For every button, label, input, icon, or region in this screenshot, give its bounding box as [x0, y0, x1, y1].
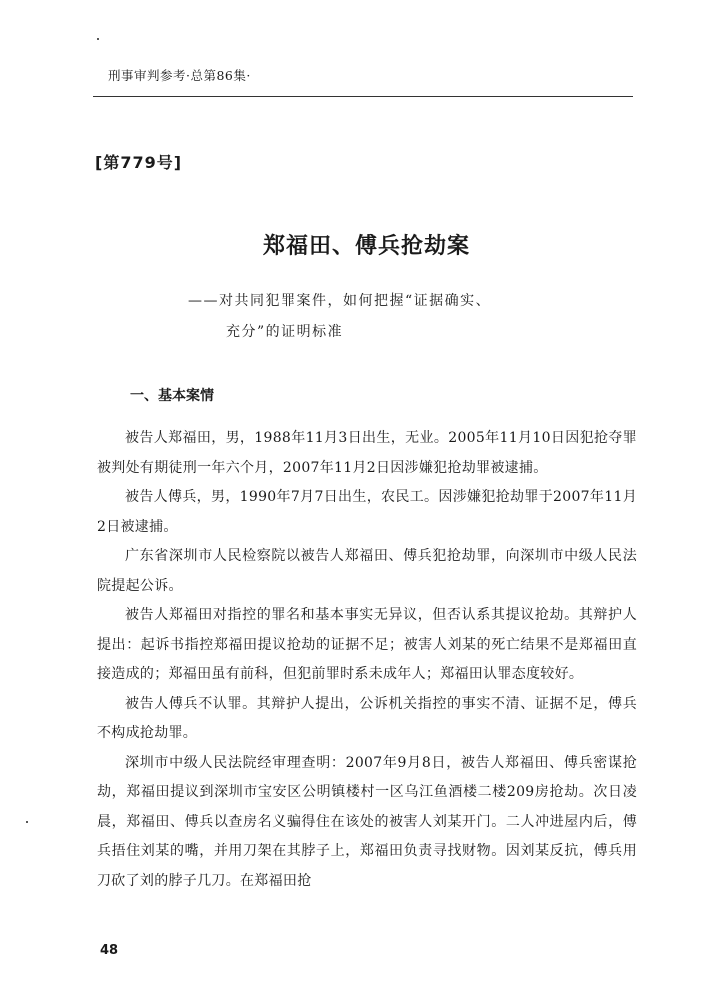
page-number: 48 [100, 943, 119, 958]
paragraph: 广东省深圳市人民检察院以被告人郑福田、傅兵犯抢劫罪，向深圳市中级人民法院提起公诉。 [97, 548, 637, 594]
body-text [97, 424, 637, 896]
scan-speck [97, 38, 99, 40]
section-heading: 一、基本案情 [130, 388, 214, 404]
case-subtitle [188, 286, 588, 348]
header-rule [93, 96, 633, 97]
subtitle-line-2: 充分”的证明标准 [226, 324, 344, 340]
scan-speck [26, 821, 28, 823]
running-head: 刑事审判参考·总第86集· [108, 68, 251, 83]
paragraph: 被告人郑福田对指控的罪名和基本事实无异议，但否认系其提议抢劫。其辩护人提出：起诉书指控郑福田提议抢劫的证据不足；被害人刘某的死亡结果不是郑福田直接造成的；郑福田虽有前科，但犯前罪时系未成年人；郑福田认罪态度较好。 [97, 607, 637, 682]
paragraph: 被告人傅兵，男，1990年7月7日出生，农民工。因涉嫌犯抢劫罪于2007年11月2日被逮捕。 [97, 489, 637, 535]
subtitle-line-1: ——对共同犯罪案件，如何把握“证据确实、 [188, 293, 492, 309]
paragraph: 被告人傅兵不认罪。其辩护人提出，公诉机关指控的事实不清、证据不足，傅兵不构成抢劫罪。 [97, 695, 637, 741]
paragraph: 深圳市中级人民法院经审理查明：2007年9月8日，被告人郑福田、傅兵密谋抢劫，郑福田提议到深圳市宝安区公明镇楼村一区乌江鱼酒楼二楼209房抢劫。次日凌晨，郑福田、傅兵以查房名义骗得住在该处的被害人刘某开门。二人冲进屋内后，傅兵捂住刘某的嘴，并用刀架在其脖子上，郑福田负责寻找财物。因刘某反抗，傅兵用刀砍了刘的脖子几刀。在郑福田抢 [97, 754, 637, 889]
paragraph: 被告人郑福田，男，1988年11月3日出生，无业。2005年11月10日因犯抢夺罪被判处有期徒刑一年六个月，2007年11月2日因涉嫌犯抢劫罪被逮捕。 [97, 430, 637, 476]
case-number: [第779号] [95, 153, 183, 172]
case-title: 郑福田、傅兵抢劫案 [262, 233, 470, 259]
